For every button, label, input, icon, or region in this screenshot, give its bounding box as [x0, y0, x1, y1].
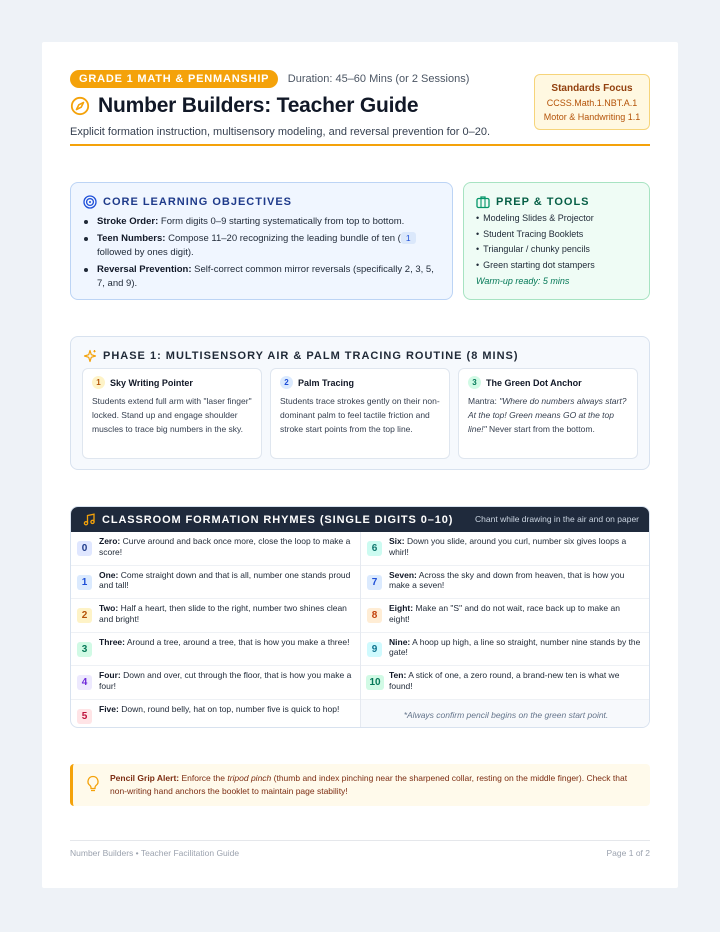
- objectives-list: [83, 215, 443, 294]
- prep-list: [476, 211, 595, 273]
- rhyme-label: Three:: [99, 636, 125, 647]
- rhyme-text: [389, 670, 643, 691]
- rhyme-row: [71, 666, 360, 700]
- step-heading: [468, 376, 582, 389]
- rhyme-body: Half a heart, then slide to the right, number two shines clean and bright!: [99, 603, 347, 624]
- rhyme-digit: 9: [367, 642, 382, 657]
- rhyme-body: Down you slide, around you curl, number six gives loops a whirl!: [389, 536, 627, 557]
- prep-heading: [476, 195, 590, 209]
- step-body: Students extend full arm with "laser finger" locked. Stand up and engage shoulder muscles to trace big numbers in the sky.: [92, 396, 252, 434]
- rhyme-label: Seven:: [389, 569, 417, 580]
- list-item: • Triangular / chunky pencils: [476, 242, 595, 258]
- rhyme-label: Six:: [389, 536, 405, 546]
- rhyme-label: Two:: [99, 603, 119, 613]
- alert-emphasis: tripod pinch: [227, 773, 272, 783]
- number-chip: 1: [401, 232, 416, 244]
- footer-divider: [70, 840, 650, 841]
- list-item: [83, 215, 443, 229]
- sparkle-icon: [83, 349, 97, 363]
- rhyme-body: Make an "S" and do not wait, race back up to make an eight!: [389, 603, 620, 624]
- rhymes-footnote: *Always confirm pencil begins on the green start point.: [403, 709, 609, 720]
- rhyme-text: [99, 704, 353, 715]
- step-body-quote: "Where do numbers always start? At the top! Green means GO at the top line!": [468, 396, 627, 434]
- rhyme-text: [99, 670, 353, 691]
- page-subtitle: Explicit formation instruction, multisensory modeling, and reversal prevention for 0–20.: [70, 126, 491, 138]
- rhyme-row: [361, 599, 650, 633]
- rhyme-digit: 4: [77, 675, 92, 690]
- rhyme-body: A hoop up high, a line so straight, number nine stands by the gate!: [389, 636, 641, 657]
- compass-icon: [70, 96, 90, 116]
- rhyme-row: [71, 532, 360, 566]
- rhyme-label: Zero:: [99, 536, 121, 546]
- alert-text-part: Enforce the: [179, 773, 228, 783]
- grade-badge: GRADE 1 MATH & PENMANSHIP: [70, 70, 278, 88]
- warmup-note: Warm-up ready: 5 mins: [476, 276, 570, 286]
- phase-card: [70, 336, 650, 470]
- rhyme-text: [99, 603, 353, 624]
- rhymes-header: [71, 507, 650, 532]
- page-number: Page 1 of 2: [606, 848, 650, 858]
- rhyme-body: Down and over, cut through the floor, that is how you make a four!: [99, 670, 352, 691]
- objectives-card: [70, 182, 453, 300]
- step-title: Sky Writing Pointer: [110, 377, 193, 388]
- list-item: [83, 263, 443, 291]
- rhymes-card: [70, 506, 650, 728]
- rhyme-digit: 0: [77, 541, 92, 556]
- rhyme-row: [361, 532, 650, 566]
- footer-left: Number Builders • Teacher Facilitation Guide: [70, 848, 240, 858]
- step-title: Palm Tracing: [298, 377, 355, 388]
- rhyme-text: [389, 603, 643, 624]
- phase-heading: [83, 349, 519, 363]
- rhyme-digit: 7: [367, 575, 382, 590]
- list-item: • Green starting dot stampers: [476, 258, 595, 274]
- prep-card: [463, 182, 650, 300]
- rhyme-row: [71, 633, 360, 667]
- rhyme-body: Across the sky and down from heaven, that is how you make a seven!: [389, 569, 625, 590]
- page: [42, 42, 678, 888]
- step-title: The Green Dot Anchor: [486, 377, 582, 388]
- objectives-heading: [83, 195, 292, 209]
- grip-alert: [70, 764, 650, 806]
- prep-title: PREP & TOOLS: [496, 196, 590, 208]
- rhyme-label: Ten:: [389, 670, 407, 680]
- rhyme-label: Four:: [99, 670, 121, 680]
- rhyme-text: [389, 536, 643, 557]
- alert-text-part: (thumb and index pinching near the sharpened collar, resting on the middle finger). Check that non-writing hand anchors the booklet to maintain page stability!: [110, 773, 628, 796]
- rhymes-column-right: [361, 532, 650, 728]
- lightbulb-icon: [86, 775, 100, 793]
- rhyme-row: [361, 566, 650, 600]
- music-note-icon: [83, 513, 96, 526]
- objective-text: followed by ones digit).: [97, 247, 194, 258]
- rhyme-label: Five:: [99, 703, 119, 714]
- objective-text: Compose 11–20 recognizing the leading bundle of ten (: [168, 233, 401, 244]
- toolbox-icon: [476, 195, 490, 209]
- step-body: Students trace strokes gently on their non-dominant palm to feel tactile friction and stroke start points from the top line.: [280, 396, 440, 434]
- rhymes-heading: [83, 513, 453, 526]
- rhyme-digit: 2: [77, 608, 92, 623]
- alert-label: Pencil Grip Alert:: [110, 773, 180, 783]
- objective-label: Teen Numbers:: [97, 233, 166, 244]
- rhymes-column-left: [71, 532, 361, 728]
- phase-title: PHASE 1: MULTISENSORY AIR & PALM TRACING ROUTINE (8 MINS): [103, 350, 519, 362]
- objective-text: Self-correct common mirror reversals (specifically 2, 3, 5, 7, and 9).: [97, 264, 434, 289]
- rhyme-digit: 8: [367, 608, 382, 623]
- list-item: [83, 232, 443, 260]
- target-icon: [83, 195, 97, 209]
- step-number: 2: [280, 376, 293, 389]
- step-body-suffix: Never start from the bottom.: [486, 424, 595, 434]
- rhyme-row: [71, 599, 360, 633]
- rhyme-label: Nine:: [389, 636, 411, 647]
- step-heading: [92, 376, 193, 389]
- rhyme-body: Come straight down and that is all, number one stands proud and tall!: [99, 569, 351, 590]
- list-item: • Modeling Slides & Projector: [476, 211, 595, 227]
- rhyme-text: [99, 570, 353, 591]
- rhymes-note: Chant while drawing in the air and on paper: [475, 514, 639, 524]
- rhyme-row: [361, 666, 650, 700]
- alert-text: [110, 772, 640, 797]
- rhyme-digit: 10: [366, 675, 384, 690]
- rhyme-digit: 6: [367, 541, 382, 556]
- rhyme-row: [71, 700, 360, 729]
- rhyme-text: [389, 570, 643, 591]
- rhyme-digit: 3: [77, 642, 92, 657]
- rhymes-footnote-cell: [361, 700, 650, 729]
- rhyme-digit: 5: [77, 709, 92, 724]
- rhyme-body: Around a tree, around a tree, that is how you make a three!: [126, 636, 350, 647]
- step-number: 3: [468, 376, 481, 389]
- list-item: • Student Tracing Booklets: [476, 227, 595, 243]
- rhymes-title: CLASSROOM FORMATION RHYMES (SINGLE DIGITS 0–10): [102, 513, 454, 526]
- standards-line: Motor & Handwriting 1.1: [543, 112, 641, 122]
- rhyme-digit: 1: [77, 575, 92, 590]
- step-number: 1: [92, 376, 105, 389]
- duration-label: Duration: 45–60 Mins (or 2 Sessions): [287, 73, 470, 85]
- rhyme-row: [361, 633, 650, 667]
- objective-text: Form digits 0–9 starting systematically from top to bottom.: [160, 216, 405, 227]
- rhyme-row: [71, 566, 360, 600]
- title-row: [70, 94, 418, 118]
- step-card: [458, 368, 638, 459]
- rhyme-text: [99, 536, 353, 557]
- standards-box: [534, 74, 650, 130]
- rhyme-body: Curve around and back once more, close the loop to make a score!: [99, 536, 351, 557]
- standards-title: Standards Focus: [551, 83, 633, 94]
- objective-label: Stroke Order:: [97, 216, 159, 227]
- objectives-title: CORE LEARNING OBJECTIVES: [103, 196, 293, 208]
- rhyme-label: One:: [99, 569, 119, 580]
- standards-line: CCSS.Math.1.NBT.A.1: [546, 98, 638, 108]
- header-divider: [70, 144, 650, 146]
- rhyme-text: [99, 637, 353, 648]
- rhyme-body: A stick of one, a zero round, a brand-new ten is what we found!: [389, 670, 620, 691]
- step-body: [468, 394, 632, 436]
- step-body-prefix: Mantra:: [468, 396, 500, 406]
- step-card: [82, 368, 262, 459]
- rhyme-body: Down, round belly, hat on top, number five is quick to hop!: [121, 703, 340, 714]
- step-card: [270, 368, 450, 459]
- page-title: Number Builders: Teacher Guide: [98, 94, 419, 117]
- rhyme-label: Eight:: [389, 603, 414, 613]
- objective-label: Reversal Prevention:: [97, 264, 192, 275]
- rhyme-text: [389, 637, 643, 658]
- step-heading: [280, 376, 354, 389]
